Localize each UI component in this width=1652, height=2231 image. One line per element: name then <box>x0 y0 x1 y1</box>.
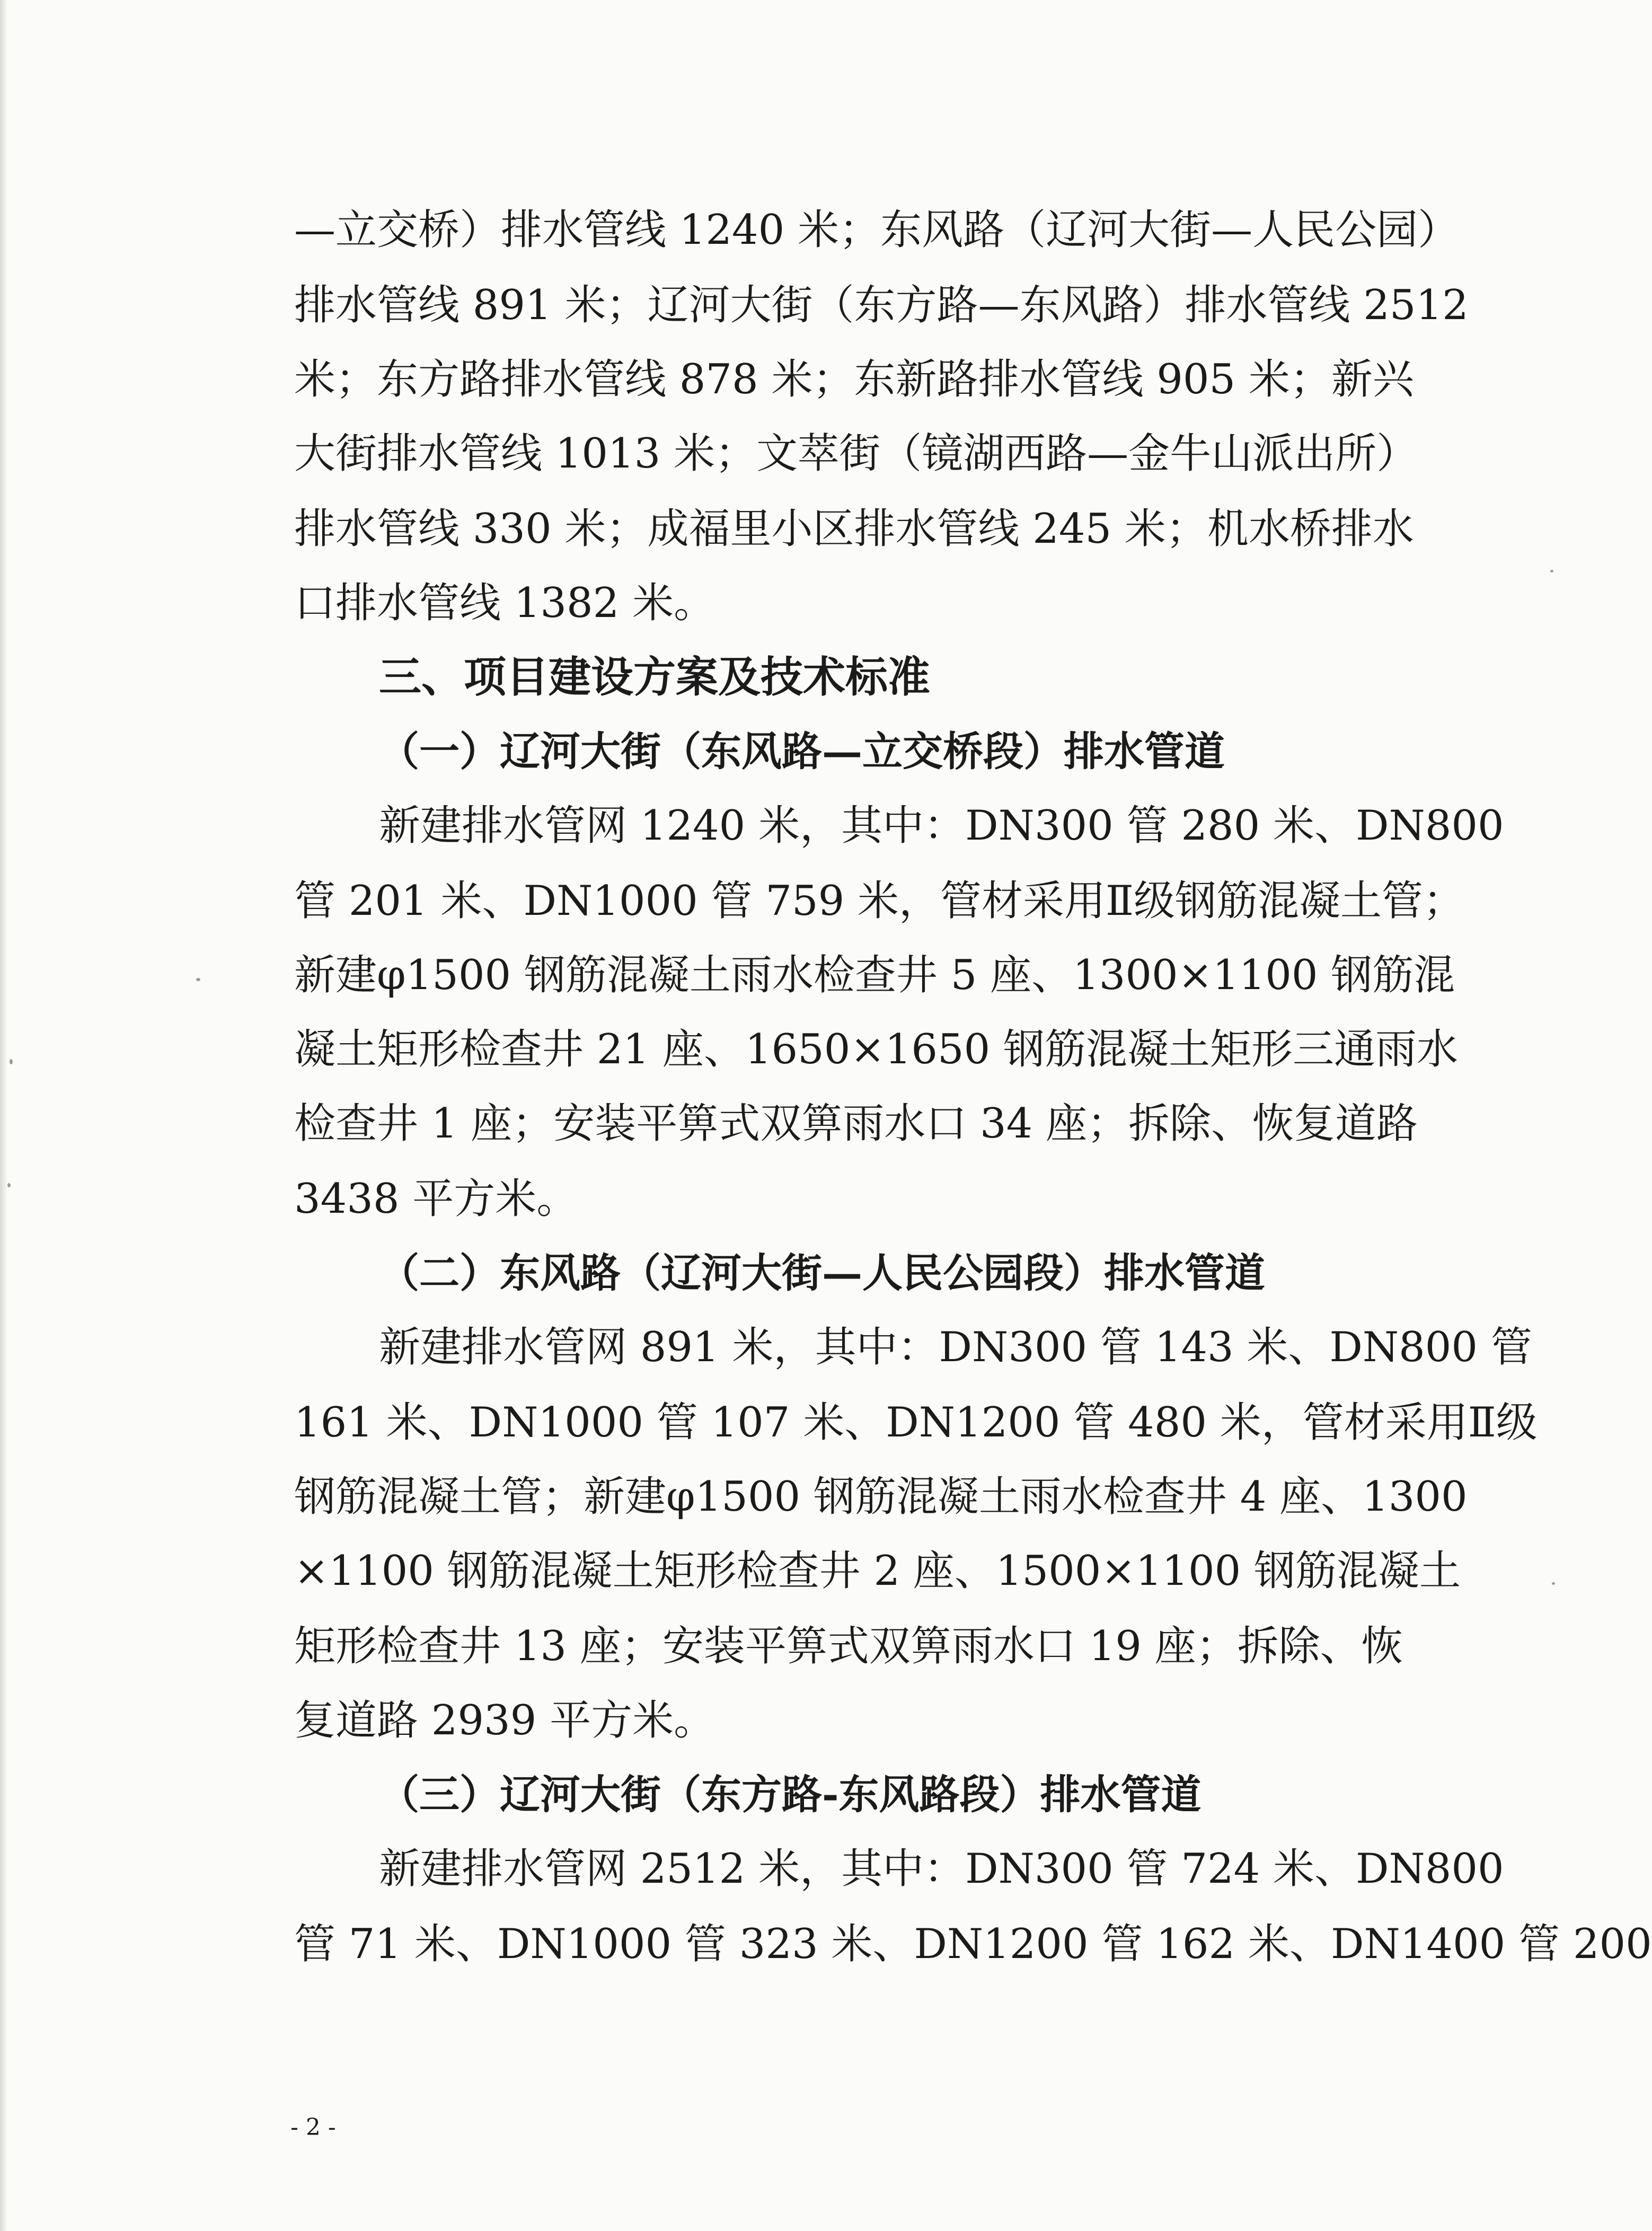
subsection-2-line: 钢筋混凝土管；新建φ1500 钢筋混凝土雨水检查井 4 座、1300 <box>294 1473 1468 1521</box>
subsection-2-line: 161 米、DN1000 管 107 米、DN1200 管 480 米，管材采用Ⅱ级 <box>294 1399 1538 1447</box>
subsection-1-line: 3438 平方米。 <box>294 1175 578 1223</box>
subsection-2-line: ×1100 钢筋混凝土矩形检查井 2 座、1500×1100 钢筋混凝土 <box>294 1547 1461 1595</box>
paragraph-1-line: 排水管线 891 米；辽河大街（东方路—东风路）排水管线 2512 <box>294 281 1469 329</box>
subsection-3-heading: （三）辽河大街（东方路-东风路段）排水管道 <box>379 1771 1202 1818</box>
subsection-1-heading: （一）辽河大街（东风路—立交桥段）排水管道 <box>379 728 1225 775</box>
paragraph-1-line: 大街排水管线 1013 米；文萃街（镜湖西路—金牛山派出所） <box>294 430 1418 478</box>
page-number: - 2 - <box>290 2114 336 2141</box>
subsection-2-line: 复道路 2939 平方米。 <box>294 1697 715 1744</box>
subsection-2-line: 矩形检查井 13 座；安装平箅式双箅雨水口 19 座；拆除、恢 <box>294 1622 1403 1670</box>
subsection-2-heading: （二）东风路（辽河大街—人民公园段）排水管道 <box>379 1249 1265 1297</box>
subsection-1-line: 管 201 米、DN1000 管 759 米，管材采用Ⅱ级钢筋混凝土管； <box>294 877 1465 925</box>
subsection-1-line: 检查井 1 座；安装平箅式双箅雨水口 34 座；拆除、恢复道路 <box>294 1100 1418 1148</box>
paragraph-1-line: —立交桥）排水管线 1240 米；东风路（辽河大街—人民公园） <box>294 206 1460 254</box>
paragraph-1-line: 口排水管线 1382 米。 <box>294 579 715 627</box>
paragraph-1-line: 米；东方路排水管线 878 米；东新路排水管线 905 米；新兴 <box>294 356 1414 403</box>
section-3-heading: 三、项目建设方案及技术标准 <box>379 652 930 702</box>
subsection-3-line: 管 71 米、DN1000 管 323 米、DN1200 管 162 米、DN1400 管 200 <box>294 1920 1652 1968</box>
subsection-2-line: 新建排水管网 891 米，其中：DN300 管 143 米、DN800 管 <box>379 1324 1532 1371</box>
subsection-3-line: 新建排水管网 2512 米，其中：DN300 管 724 米、DN800 <box>379 1845 1504 1893</box>
subsection-1-line: 凝土矩形检查井 21 座、1650×1650 钢筋混凝土矩形三通雨水 <box>294 1026 1458 1073</box>
subsection-1-line: 新建φ1500 钢筋混凝土雨水检查井 5 座、1300×1100 钢筋混 <box>294 951 1455 999</box>
subsection-1-line: 新建排水管网 1240 米，其中：DN300 管 280 米、DN800 <box>379 802 1504 850</box>
paragraph-1-line: 排水管线 330 米；成福里小区排水管线 245 米；机水桥排水 <box>294 505 1414 553</box>
